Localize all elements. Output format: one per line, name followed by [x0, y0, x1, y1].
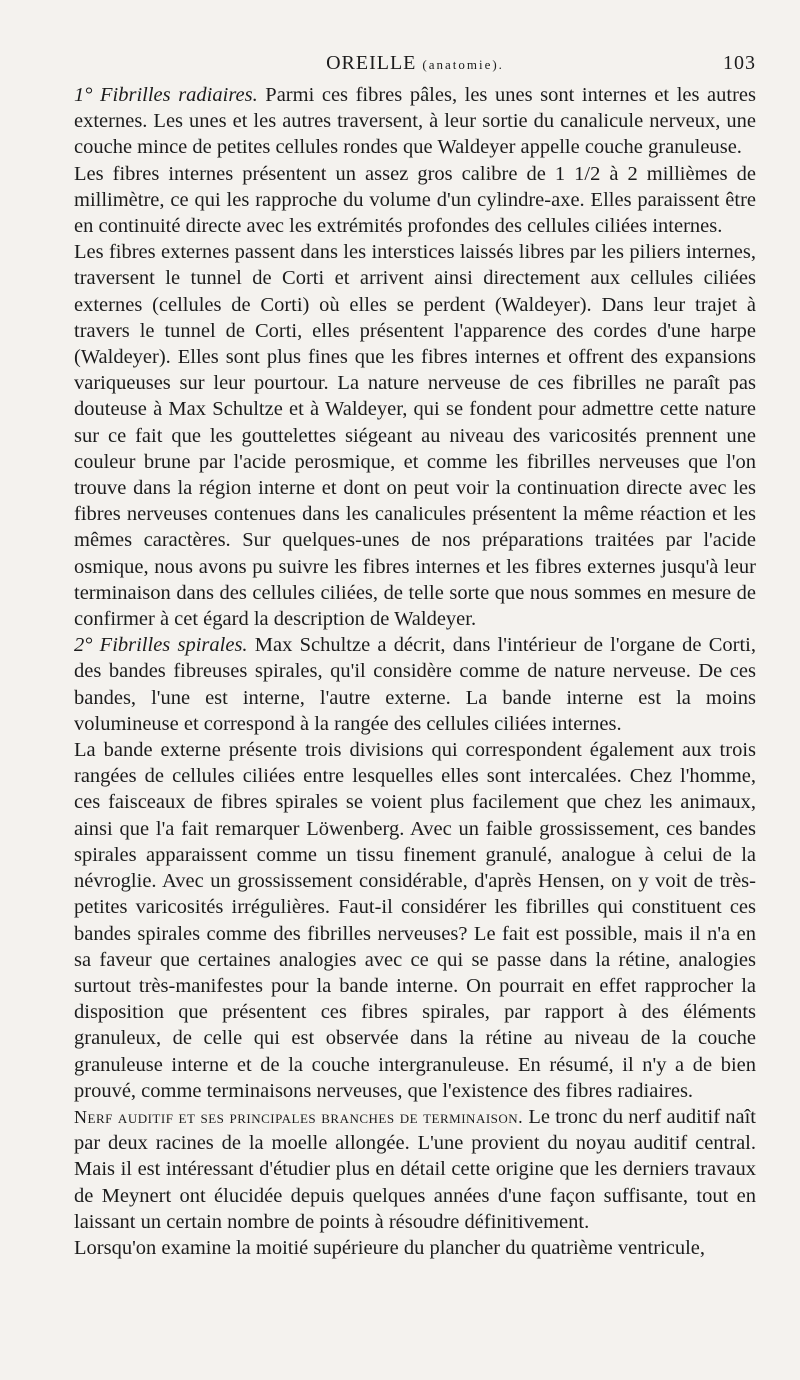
paragraph-5: La bande externe présente trois divisions qui correspondent également aux trois rangées de cellules ciliées entre lesquelles elles sont intercalées. Chez l'homme, ces faisceaux de fibres spirales se voient plus facilement que chez les animaux, ainsi que l'a fait remarquer Löwenberg. Avec un faible grossissement, ces bandes spirales apparaissent comme un tissu finement granulé, analogue à celui de la névroglie. Avec un grossissement considérable, d'après Hensen, on y voit de très-petites varicosités irrégulières. Faut-il considérer les fibrilles qui constituent ces bandes spirales comme des fibrilles nerveuses? Le fait est possible, mais il n'a en sa faveur que certaines analogies avec ce qui se passe dans la rétine, analogies surtout très-manifestes pour la bande interne. On pourrait en effet rapprocher la disposition que présentent ces fibres spirales, par rapport à des éléments granuleux, de celle qui est observée dans la rétine au niveau de la couche granuleuse interne et de la couche intergranuleuse. En résumé, il n'y a de bien prouvé, comme terminaisons nerveuses, que l'existence des fibres radiaires. — [74, 739, 756, 1102]
paragraph-1-lead: 1° Fibrilles radiaires. — [74, 84, 258, 106]
page-number: 103 — [723, 52, 756, 74]
paragraph-2: Les fibres internes présentent un assez gros calibre de 1 1/2 à 2 millièmes de millimètre, ce qui les rapproche du volume d'un cylindre-axe. Elles paraissent être en continuité directe avec les extrémités profondes des cellules ciliées internes. — [74, 162, 756, 238]
header-title — [326, 52, 504, 75]
paragraph-3: Les fibres externes passent dans les interstices laissés libres par les piliers internes, traversent le tunnel de Corti et arrivent ainsi directement aux cellules ciliées externes (cellules de Corti) où elles se perdent (Waldeyer). Dans leur trajet à travers le tunnel de Corti, elles présentent l'apparence des cordes d'une harpe (Waldeyer). Elles sont plus fines que les fibres internes et offrent des expansions variqueuses sur leur pourtour. La nature nerveuse de ces fibrilles ne paraît pas douteuse à Max Schultze et à Waldeyer, qui se fondent pour admettre cette nature sur ce fait que les gouttelettes siégeant au niveau des varicosités prennent une couleur brune par l'acide perosmique, et comme les fibrilles nerveuses que l'on trouve dans la région interne et dont on peut voir la continuation directe avec les fibres nerveuses contenues dans les canalicules présentent la même réaction et les mêmes caractères. Sur quelques-unes de nos préparations traitées par l'acide osmique, nous avons pu suivre les fibres internes et les fibres externes jusqu'à leur terminaison dans des cellules ciliées, de telle sorte que nous sommes en mesure de confirmer à cet égard la description de Waldeyer. — [74, 241, 756, 631]
paragraph-7: Lorsqu'on examine la moitié supérieure du plancher du quatrième ventricule, — [74, 1236, 705, 1259]
body-text — [74, 82, 756, 1261]
paragraph-4-text: Max Schultze a décrit, dans l'intérieur de l'organe de Corti, des bandes fibreuses spirales, qu'il considère comme de nature nerveuse. De ces bandes, l'une est interne, l'autre externe. La bande interne est la moins volumineuse et correspond à la rangée des cellules ciliées internes. — [74, 634, 757, 735]
paragraph-1 — [74, 82, 756, 161]
header-title-main: OREILLE — [326, 52, 417, 74]
header-title-sub: (anatomie). — [422, 57, 504, 72]
paragraph-1-text: Parmi ces fibres pâles, les unes sont internes et les autres externes. Les unes et les autres traversent, à leur sortie du canalicule nerveux, une couche mince de petites cellules rondes que Waldeyer appelle couche granuleuse. — [74, 84, 756, 159]
section-heading: Nerf auditif et ses principales branches de terminaison. — [74, 1106, 524, 1127]
paragraph-4-lead: 2° Fibrilles spirales. — [74, 634, 248, 657]
running-header — [74, 52, 756, 82]
paragraph-6-text: Le tronc du nerf auditif naît par deux racines de la moelle allongée. L'une provient du noyau auditif central. Mais il est intéressant d'étudier plus en détail cette origine que les derniers travaux de Meynert ont élucidée depuis quelques années d'une façon suffisante, tout en laissant un certain nombre de points à résoudre définitivement. — [74, 1105, 756, 1233]
paragraph-6 — [74, 1104, 756, 1235]
paragraph-4 — [74, 632, 756, 737]
